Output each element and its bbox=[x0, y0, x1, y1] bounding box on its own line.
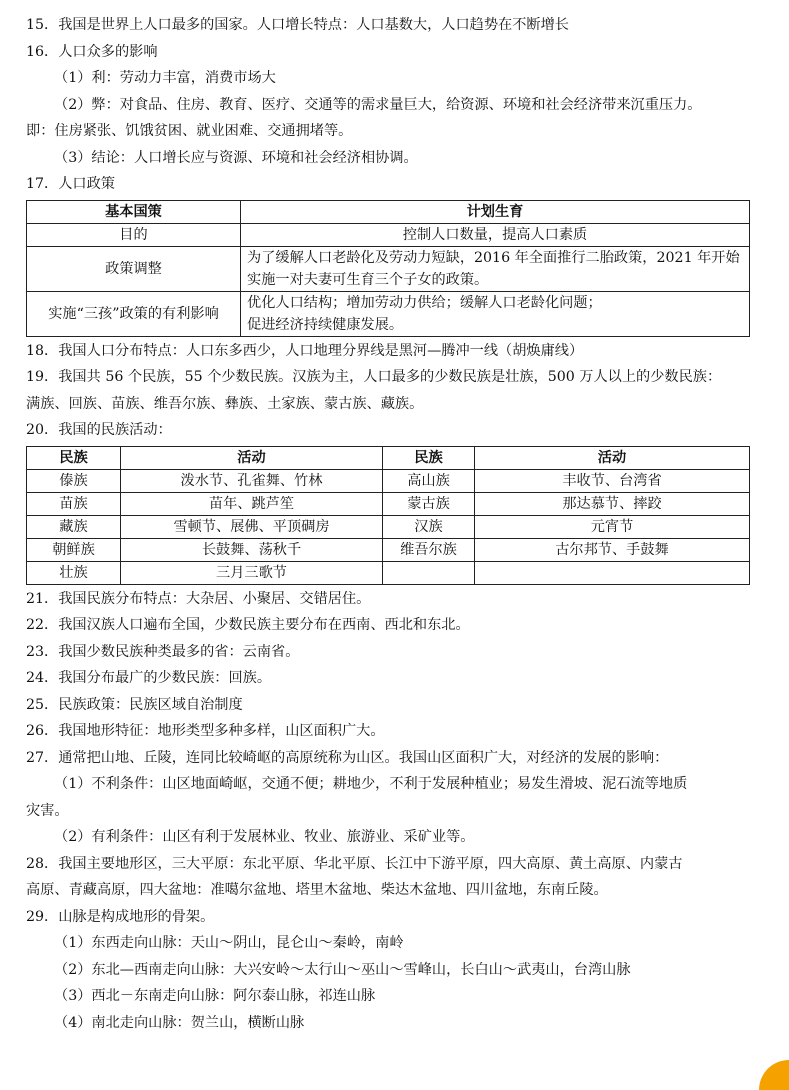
table-cell: 三月三歌节 bbox=[121, 561, 383, 584]
table-row bbox=[27, 291, 750, 336]
table-row bbox=[27, 246, 750, 291]
table-cell: 泼水节、孔雀舞、竹林 bbox=[121, 469, 383, 492]
table-cell bbox=[475, 561, 750, 584]
table-cell-line: 促进经济持续健康发展。 bbox=[247, 316, 404, 333]
table-cell: 壮族 bbox=[27, 561, 121, 584]
item-27: 27．通常把山地、丘陵，连同比较崎岖的高原统称为山区。我国山区面积广大，对经济的发展的影响： bbox=[26, 749, 669, 766]
table-cell: 藏族 bbox=[27, 515, 121, 538]
table-header: 民族 bbox=[383, 446, 475, 469]
item-18: 18．我国人口分布特点：人口东多西少，人口地理分界线是黑河—腾冲一线（胡焕庸线） bbox=[26, 342, 584, 359]
item-16-2: （2）弊：对食品、住房、教育、医疗、交通等的需求量巨大，给资源、环境和社会经济带来沉重压力。 bbox=[54, 96, 702, 113]
item-29-3: （3）西北－东南走向山脉：阿尔泰山脉，祁连山脉 bbox=[54, 988, 376, 1004]
item-29-1: （1）东西走向山脉：天山～阴山，昆仑山～秦岭，南岭 bbox=[54, 935, 404, 951]
item-27-1-cont: 灾害。 bbox=[26, 802, 69, 819]
table-header: 活动 bbox=[121, 446, 383, 469]
table-cell: 蒙古族 bbox=[383, 492, 475, 515]
table-cell: 实施“三孩”政策的有利影响 bbox=[27, 291, 241, 336]
item-29-4: （4）南北走向山脉：贺兰山，横断山脉 bbox=[54, 1014, 305, 1031]
item-16: 16．人口众多的影响 bbox=[26, 43, 158, 60]
table-cell: 朝鲜族 bbox=[27, 538, 121, 561]
table-cell bbox=[241, 291, 750, 336]
item-16-2-cont: 即：住房紧张、饥饿贫困、就业困难、交通拥堵等。 bbox=[26, 123, 353, 139]
table-cell: 苗族 bbox=[27, 492, 121, 515]
table-cell-line: 优化人口结构；增加劳动力供给；缓解人口老龄化问题； bbox=[247, 294, 602, 311]
item-23: 23．我国少数民族种类最多的省：云南省。 bbox=[26, 643, 300, 660]
item-27-1: （1）不利条件：山区地面崎岖，交通不便；耕地少，不利于发展种植业；易发生滑坡、泥石流等地质 bbox=[54, 776, 688, 792]
table-header-row bbox=[27, 446, 750, 469]
table-cell: 那达慕节、摔跤 bbox=[475, 492, 750, 515]
item-19-cont: 满族、回族、苗族、维吾尔族、彝族、土家族、蒙古族、藏族。 bbox=[26, 395, 424, 412]
table-header-row bbox=[27, 200, 750, 223]
item-20: 20．我国的民族活动： bbox=[26, 422, 172, 438]
table-cell: 政策调整 bbox=[27, 246, 241, 291]
table-header: 基本国策 bbox=[27, 200, 241, 223]
table-row bbox=[27, 561, 750, 584]
table-cell: 元宵节 bbox=[475, 515, 750, 538]
table-cell bbox=[383, 561, 475, 584]
item-29: 29．山脉是构成地形的骨架。 bbox=[26, 908, 215, 925]
table-row bbox=[27, 538, 750, 561]
table-header: 计划生育 bbox=[241, 200, 750, 223]
table-cell: 长鼓舞、荡秋千 bbox=[121, 538, 383, 561]
table-cell: 古尔邦节、手鼓舞 bbox=[475, 538, 750, 561]
item-28: 28．我国主要地形区，三大平原：东北平原、华北平原、长江中下游平原，四大高原、黄土高原、内蒙古 bbox=[26, 855, 683, 872]
table-cell: 汉族 bbox=[383, 515, 475, 538]
table-cell: 目的 bbox=[27, 223, 241, 246]
table-cell: 雪顿节、展佛、平顶碉房 bbox=[121, 515, 383, 538]
item-15: 15．我国是世界上人口最多的国家。人口增长特点：人口基数大，人口趋势在不断增长 bbox=[26, 17, 569, 33]
table-cell: 维吾尔族 bbox=[383, 538, 475, 561]
item-19: 19．我国共 56 个民族，55 个少数民族。汉族为主，人口最多的少数民族是壮族，500 万人以上的少数民族： bbox=[26, 369, 722, 385]
table-cell: 为了缓解人口老龄化及劳动力短缺，2016 年全面推行二胎政策，2021 年开始实施一对夫妻可生育三个子女的政策。 bbox=[241, 246, 750, 291]
item-17: 17．人口政策 bbox=[26, 176, 115, 192]
page-corner-decoration bbox=[759, 1060, 789, 1090]
table-header: 活动 bbox=[475, 446, 750, 469]
document-page bbox=[26, 12, 766, 1036]
item-16-1: （1）利：劳动力丰富，消费市场大 bbox=[54, 70, 276, 86]
item-28-cont: 高原、青藏高原，四大盆地：准噶尔盆地、塔里木盆地、柴达木盆地、四川盆地，东南丘陵。 bbox=[26, 882, 608, 898]
table-cell: 苗年、跳芦笙 bbox=[121, 492, 383, 515]
item-27-2: （2）有利条件：山区有利于发展林业、牧业、旅游业、采矿业等。 bbox=[54, 829, 475, 845]
item-21: 21．我国民族分布特点：大杂居、小聚居、交错居住。 bbox=[26, 590, 371, 607]
item-24: 24．我国分布最广的少数民族：回族。 bbox=[26, 670, 272, 686]
table-row bbox=[27, 515, 750, 538]
policy-table bbox=[26, 200, 750, 337]
table-cell: 丰收节、台湾省 bbox=[475, 469, 750, 492]
table-row bbox=[27, 223, 750, 246]
table-cell: 控制人口数量，提高人口素质 bbox=[241, 223, 750, 246]
table-cell: 高山族 bbox=[383, 469, 475, 492]
table-row bbox=[27, 492, 750, 515]
ethnic-activities-table bbox=[26, 446, 750, 585]
item-22: 22．我国汉族人口遍布全国，少数民族主要分布在西南、西北和东北。 bbox=[26, 617, 470, 633]
item-16-3: （3）结论：人口增长应与资源、环境和社会经济相协调。 bbox=[54, 149, 418, 166]
item-26: 26．我国地形特征：地形类型多种多样，山区面积广大。 bbox=[26, 723, 385, 739]
item-25: 25．民族政策：民族区域自治制度 bbox=[26, 696, 243, 713]
item-29-2: （2）东北—西南走向山脉：大兴安岭～太行山～巫山～雪峰山，长白山～武夷山，台湾山脉 bbox=[54, 961, 631, 978]
table-header: 民族 bbox=[27, 446, 121, 469]
table-cell: 傣族 bbox=[27, 469, 121, 492]
table-row bbox=[27, 469, 750, 492]
